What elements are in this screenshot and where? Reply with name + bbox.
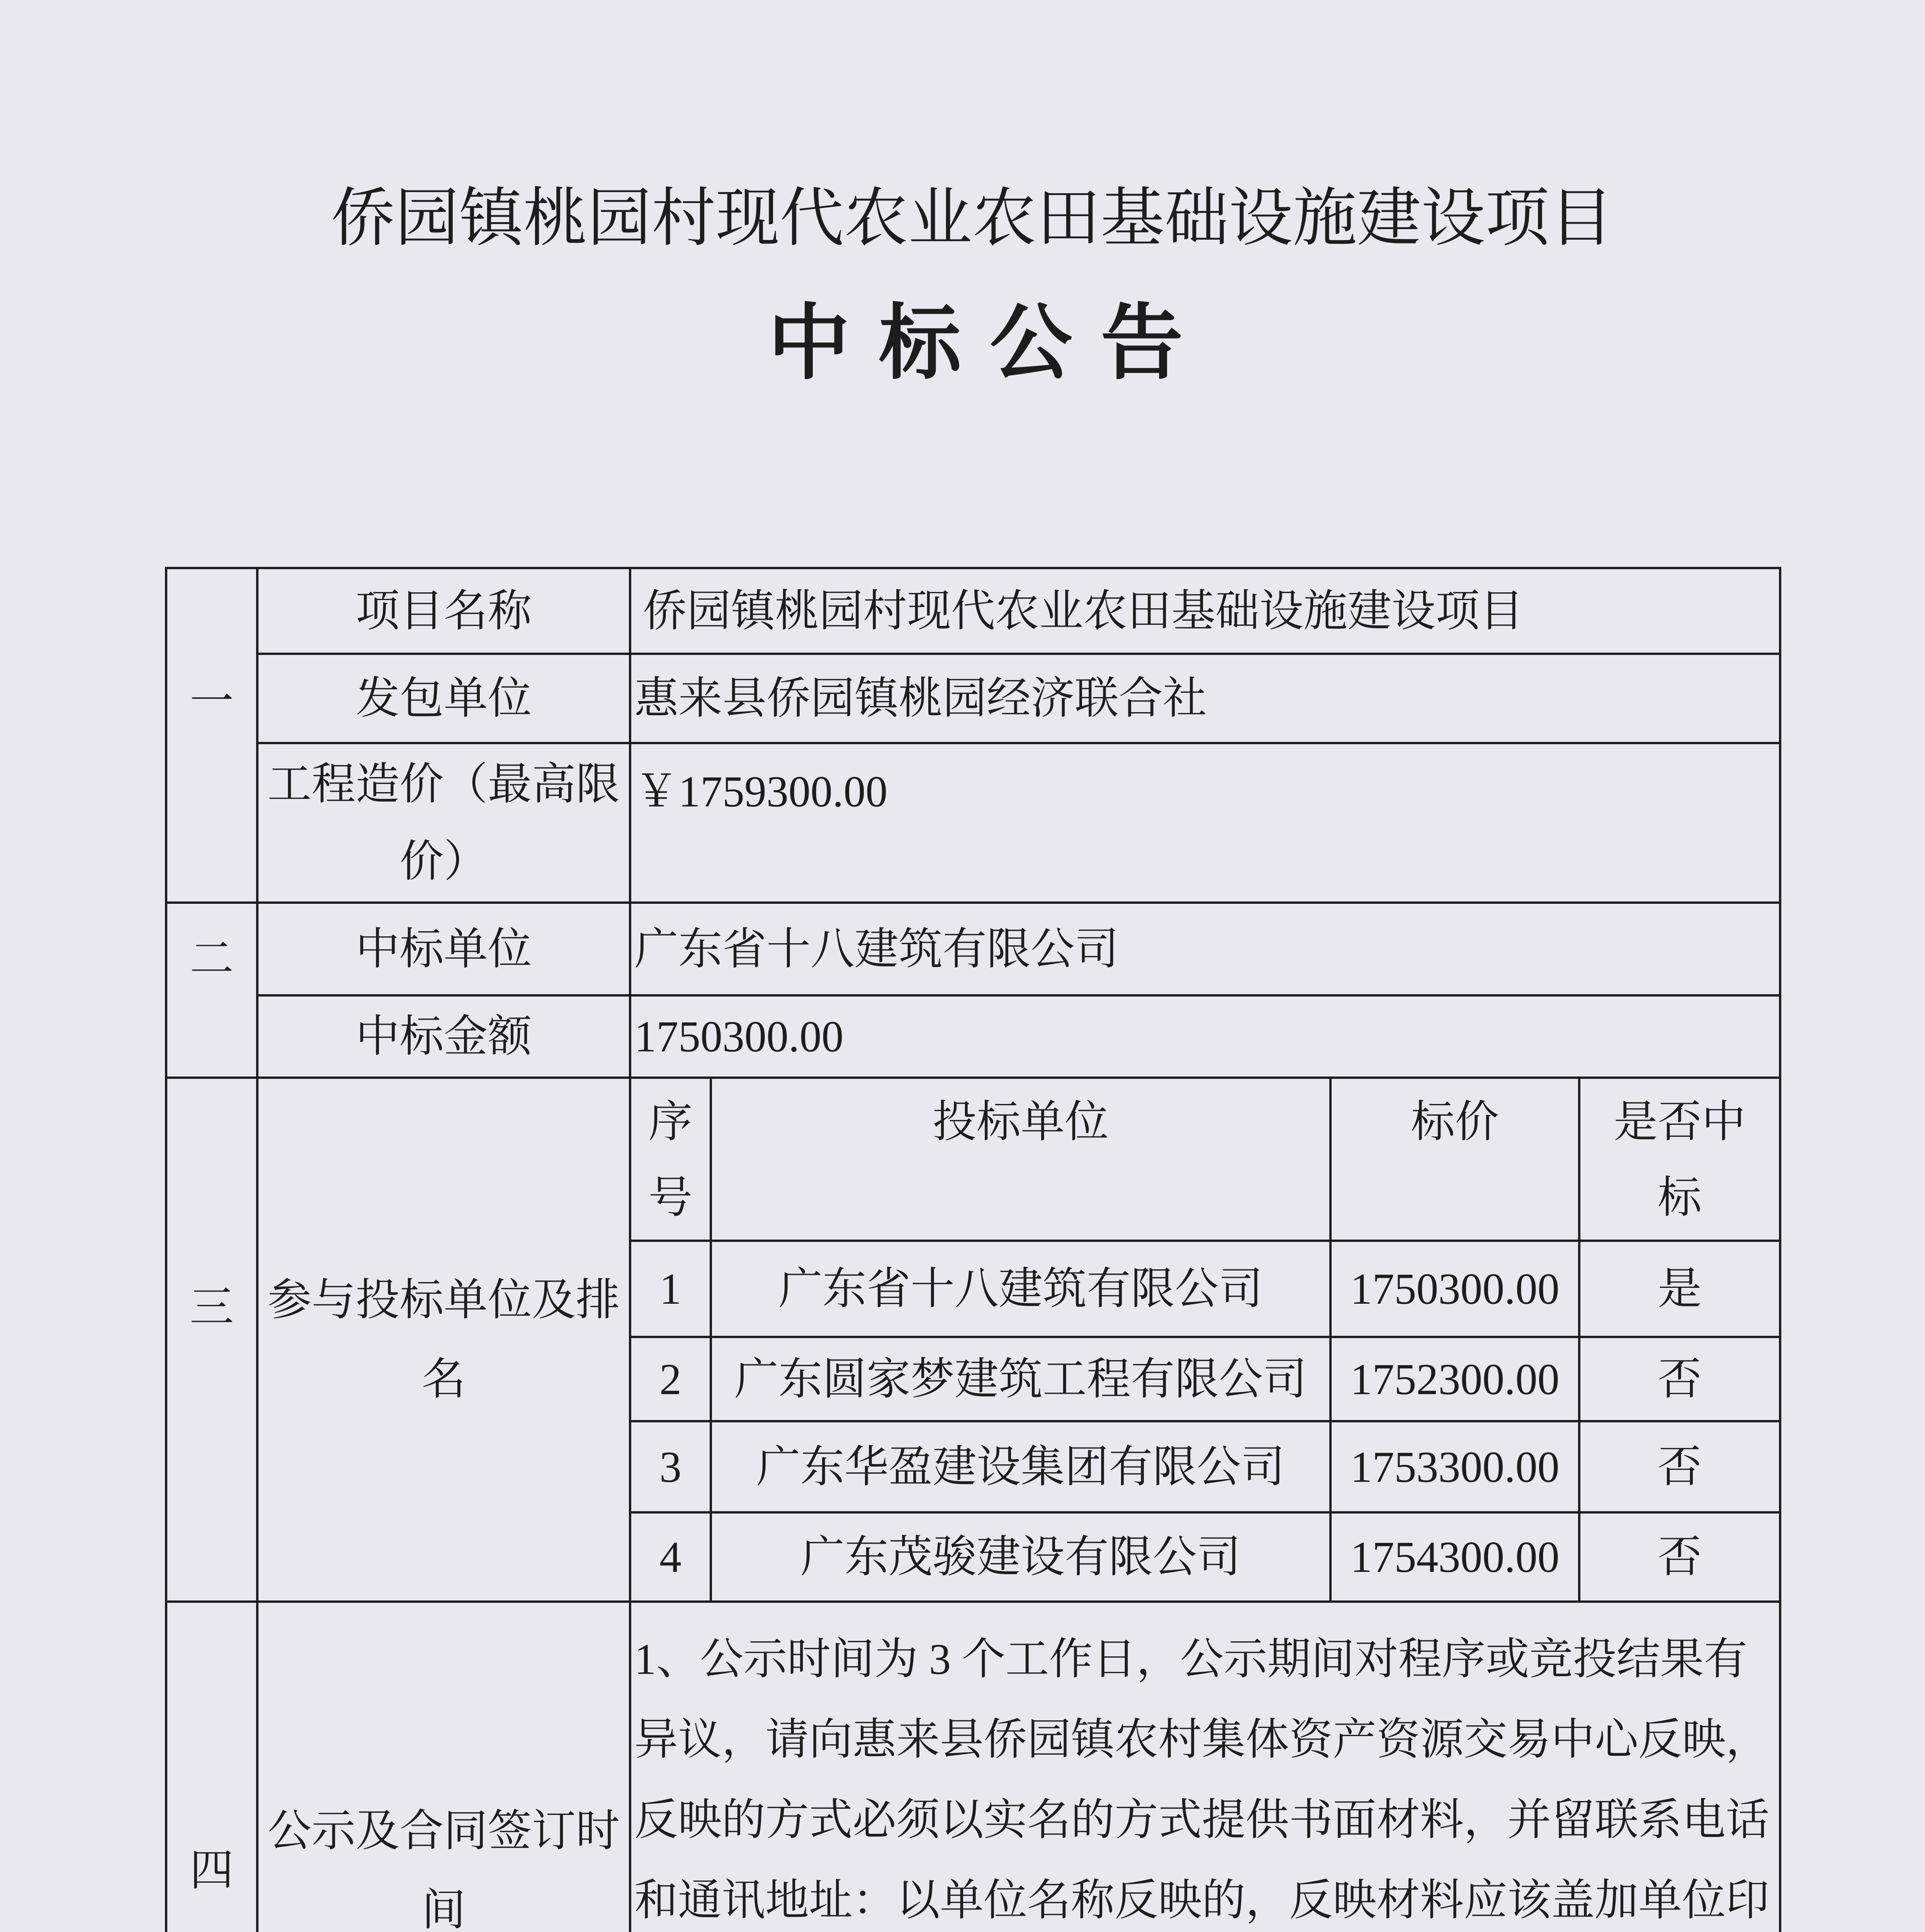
bidder-won: 否 xyxy=(1579,1512,1780,1602)
section-4-number: 四 xyxy=(166,1602,257,1932)
table-row xyxy=(166,743,1780,903)
ceiling-price-label: 工程造价（最高限价） xyxy=(257,743,630,903)
bidder-price: 1750300.00 xyxy=(1330,1241,1579,1337)
table-row xyxy=(166,1602,1780,1932)
bidder-price: 1753300.00 xyxy=(1330,1421,1579,1512)
project-name-value: 侨园镇桃园村现代农业农田基础设施建设项目 xyxy=(630,568,1780,654)
section-3-number: 三 xyxy=(166,1078,257,1602)
header-won: 是否中标 xyxy=(1579,1078,1780,1241)
winner-label: 中标单位 xyxy=(257,903,630,995)
winner-value: 广东省十八建筑有限公司 xyxy=(630,903,1780,995)
bidder-name: 广东华盈建设集团有限公司 xyxy=(711,1421,1330,1512)
section-1-number: 一 xyxy=(166,568,257,903)
table-row xyxy=(166,995,1780,1078)
table-row xyxy=(166,568,1780,654)
bidder-price: 1752300.00 xyxy=(1330,1337,1579,1421)
bidder-name: 广东圆家梦建筑工程有限公司 xyxy=(711,1337,1330,1421)
publicity-line: 和通讯地址：以单位名称反映的，反映材料应该盖加单位印 xyxy=(634,1876,1769,1925)
header-price: 标价 xyxy=(1330,1078,1579,1241)
client-label: 发包单位 xyxy=(257,654,630,743)
table-row xyxy=(166,654,1780,743)
bidder-no: 1 xyxy=(630,1241,711,1337)
bidders-header-row xyxy=(166,1078,1780,1241)
publicity-line: 1、公示时间为 3 个工作日，公示期间对程序或竞投结果有 xyxy=(634,1635,1748,1684)
bidders-label: 参与投标单位及排名 xyxy=(257,1078,630,1602)
publicity-line: 反映的方式必须以实名的方式提供书面材料，并留联系电话 xyxy=(634,1796,1769,1844)
bidder-won: 是 xyxy=(1579,1241,1780,1337)
section-2-number: 二 xyxy=(166,903,257,1078)
winning-amount-label: 中标金额 xyxy=(257,995,630,1078)
header-bidder: 投标单位 xyxy=(711,1078,1330,1241)
winning-amount-value: 1750300.00 xyxy=(630,995,1780,1078)
publicity-text xyxy=(630,1602,1780,1932)
bidder-won: 否 xyxy=(1579,1421,1780,1512)
announcement-heading: 中 标 公 告 xyxy=(768,295,1183,391)
bidder-name: 广东省十八建筑有限公司 xyxy=(711,1241,1330,1337)
publicity-label: 公示及合同签订时间 xyxy=(257,1602,630,1932)
announcement-table xyxy=(165,567,1781,1932)
project-title: 侨园镇桃园村现代农业农田基础设施建设项目 xyxy=(331,183,1614,254)
bidder-won: 否 xyxy=(1579,1337,1780,1421)
bidder-no: 3 xyxy=(630,1421,711,1512)
ceiling-price-value: ￥1759300.00 xyxy=(630,743,1780,903)
bidder-no: 4 xyxy=(630,1512,711,1602)
table-row xyxy=(166,903,1780,995)
bidder-no: 2 xyxy=(630,1337,711,1421)
project-name-label: 项目名称 xyxy=(257,568,630,654)
publicity-line: 异议，请向惠来县侨园镇农村集体资产资源交易中心反映， xyxy=(634,1716,1769,1764)
client-value: 惠来县侨园镇桃园经济联合社 xyxy=(630,654,1780,743)
bidder-name: 广东茂骏建设有限公司 xyxy=(711,1512,1330,1602)
bidder-price: 1754300.00 xyxy=(1330,1512,1579,1602)
header-no: 序号 xyxy=(630,1078,711,1241)
